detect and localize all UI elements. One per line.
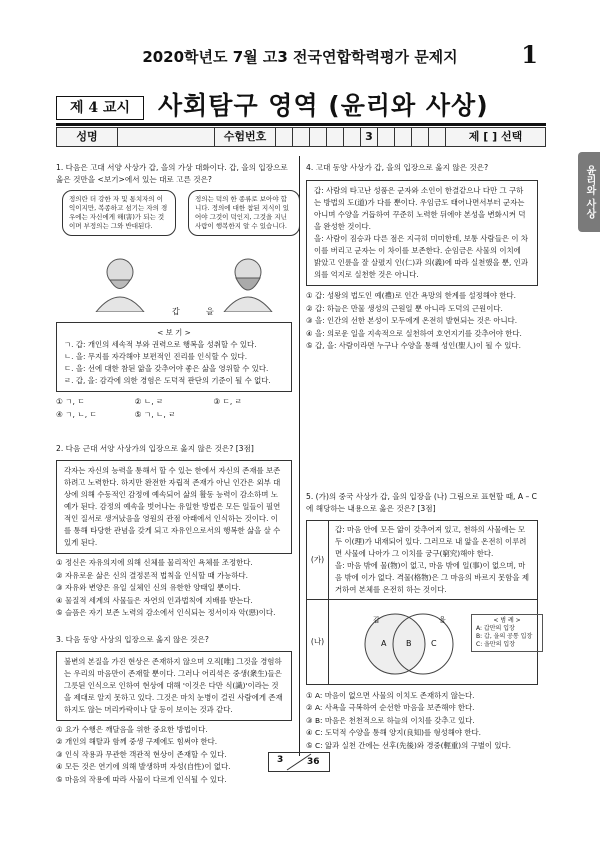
- page-number: 1: [521, 40, 538, 69]
- q3-options: [56, 724, 292, 787]
- q2-options: [56, 557, 292, 620]
- q4-passage: [306, 180, 538, 286]
- q2-option[interactable]: ⑤ 슬픔은 자기 보존 노력의 감소에서 인식되는 정서이자 악(惡)이다.: [56, 608, 276, 617]
- q3-option[interactable]: ⑤ 마음의 작용에 따라 사물이 다르게 인식될 수 있다.: [56, 774, 227, 784]
- speech-bubble-a: 정의란 더 강한 자 및 통치자의 이익이지만, 복종하고 섬기는 자의 경우에는 자신에게 해(害)가 되는 것이며 부정의는 그와 반대된다.: [62, 190, 176, 236]
- side-tab: 윤리와 사상: [578, 152, 600, 232]
- q3-option[interactable]: ① 요가 수행은 깨달음을 위한 중요한 방법이다.: [56, 724, 208, 734]
- na-label: (나): [307, 600, 329, 684]
- q1-option[interactable]: ③ ㄷ, ㄹ: [213, 397, 243, 406]
- left-column: [56, 162, 292, 786]
- q1-option[interactable]: ① ㄱ, ㄷ: [56, 397, 85, 406]
- total-pages: 36: [307, 757, 320, 767]
- q4-option[interactable]: ④ 을: 의로운 일을 지속적으로 실천하여 호연지기를 갖추어야 한다.: [306, 328, 522, 338]
- q2-option[interactable]: ④ 물질적 세계의 사물들은 자연의 인과법칙에 지배를 받는다.: [56, 595, 253, 605]
- exam-no-value: 3: [361, 128, 378, 146]
- q3-option[interactable]: ② 개인의 해탈과 함께 중생 구제에도 힘써야 한다.: [56, 737, 218, 746]
- q4-options: [306, 290, 538, 353]
- ga-label: (가): [307, 521, 329, 600]
- legend-item: A: 갑만의 입장: [476, 624, 515, 632]
- na-content: [329, 600, 537, 684]
- exam-no-label: 수험번호: [215, 128, 276, 146]
- header-rule: [56, 123, 546, 126]
- philosopher-b-icon: [218, 252, 278, 312]
- q5-option[interactable]: ② A: 사욕을 극복하여 순선한 마음을 보존해야 한다.: [306, 703, 475, 712]
- info-bar: [56, 127, 546, 147]
- q3-option[interactable]: ④ 모든 것은 연기에 의해 발생하며 자성(自性)이 없다.: [56, 762, 231, 771]
- venn-a: A: [381, 638, 387, 648]
- q5-options: [306, 690, 538, 753]
- name-label: 성명: [57, 128, 118, 146]
- right-column: [306, 162, 538, 752]
- q1-bogi-box: [56, 322, 292, 392]
- current-page: 3: [277, 755, 284, 765]
- bogi-item: ㄱ. 갑: 개인의 세속적 부와 권력으로 행복을 성취할 수 있다.: [64, 340, 257, 349]
- session-label: 제 4 교시: [56, 96, 144, 120]
- q1-options: [56, 395, 292, 421]
- choice-label: 제 [ ] 선택: [468, 130, 523, 143]
- person-b-label: 을: [206, 307, 214, 316]
- q2-stem: 2. 다음 근대 서양 사상가의 입장으로 옳지 않은 것은? [3점]: [56, 444, 254, 453]
- q5-option[interactable]: ⑤ C: 앎과 실천 간에는 선후(先後)와 경중(輕重)의 구별이 있다.: [306, 740, 512, 750]
- venn-c: C: [431, 638, 437, 648]
- column-divider: [299, 156, 300, 756]
- philosopher-a-icon: [90, 252, 150, 312]
- name-field: [118, 128, 215, 146]
- q2-option[interactable]: ① 정신은 자유의지에 의해 신체를 물리적인 욕체를 조정한다.: [56, 558, 253, 567]
- q3-option[interactable]: ③ 인식 작용과 무관한 객관적 현상이 존재할 수 있다.: [56, 749, 227, 759]
- q4-passage-a: 갑: 사람의 타고난 성품은 군자와 소인이 한결같으나 다만 그 구하는 방법의 도(道)가 다를 뿐이다. 우임금도 태어나면서부터 군자는 아니며 수양을 거듭하여 꾸준히 노력한 뒤에야 본성을 변화시켜 덕을 완성한 것이다.: [314, 186, 526, 231]
- speech-bubble-b: 정의는 덕의 한 종류로 보아야 합니다. 정의에 대한 참된 지식이 있어야 그것이 덕인지, 그것을 지닌 사람이 행복한지 알 수 있습니다.: [188, 190, 300, 236]
- q4-option[interactable]: ① 갑: 성왕의 법도인 예(禮)로 인간 욕망의 한계를 설정해야 한다.: [306, 291, 516, 300]
- q3-stem: 3. 다음 동양 사상의 입장으로 옳지 않은 것은?: [56, 634, 209, 644]
- subject-title: 사회탐구 영역 (윤리와 사상): [158, 91, 489, 120]
- legend-box: [471, 614, 543, 652]
- q4-option[interactable]: ③ 을: 인간의 선한 본성이 모두에게 온전히 발현되는 것은 아니다.: [306, 316, 518, 325]
- q5-table: [306, 520, 538, 685]
- bogi-item: ㄹ. 갑, 을: 감각에 의한 경험은 도덕적 판단의 기준이 될 수 없다.: [64, 376, 271, 385]
- q4-option[interactable]: ② 갑: 하늘은 만물 생성의 근원일 뿐 아니라 도덕의 근원이다.: [306, 303, 503, 313]
- q5-option[interactable]: ④ C: 도덕적 수양을 통해 양지(良知)를 형성해야 한다.: [306, 728, 481, 737]
- q2-option[interactable]: ② 자유로운 삶은 신의 결정론적 법칙을 인식할 때 가능하다.: [56, 570, 248, 580]
- q1-option[interactable]: ② ㄴ, ㄹ: [134, 397, 164, 406]
- legend-item: C: 을만의 입장: [476, 640, 516, 648]
- q1-figure: [56, 190, 292, 320]
- ga-text-b: 을: 마음 밖에 물(物)이 없고, 마음 밖에 일(事)이 없으며, 마음 밖에 이가 없다. 격물(格物)은 그 마음의 바르지 못함을 제거하여 본체를 온전히 하는 것이다.: [335, 560, 529, 594]
- person-a-label: 갑: [172, 307, 180, 316]
- venn-b: B: [406, 638, 412, 648]
- bogi-title: < 보 기 >: [157, 328, 191, 337]
- q4-option[interactable]: ⑤ 갑, 을: 사람이라면 누구나 수양을 통해 성인(聖人)이 될 수 있다.: [306, 341, 521, 350]
- venn-right-label: 을: [439, 615, 446, 624]
- page-indicator: [268, 752, 330, 772]
- bogi-item: ㄷ. 을: 선에 대한 참된 앎을 갖추어야 좋은 삶을 영위할 수 있다.: [64, 364, 269, 373]
- q2-passage: 각자는 자신의 능력을 통해서 할 수 있는 한에서 자신의 존재를 보존하려고 노력한다. 하지만 완전한 자립적 존재가 아닌 인간은 외부 대상에 의해 수동적인 감정에 예속되어 삶의 활동 능력이 감소하며 노예가 된다. 감정의 예속을 벗어나는 유일한 방법은 모든 일들이 필연적인 질서로 생겨났음을 영원의 관점 아래에서 인식하는 것이다. 이를 통해 타당한 관념을 갖게 되고 자유인으로서의 행복한 삶을 살 수 있게 된다.: [56, 460, 292, 554]
- q1-stem: 1. 다음은 고대 서양 사상가 갑, 을의 가상 대화이다. 갑, 을의 입장으로 옳은 것만을 <보기>에서 있는 대로 고른 것은?: [56, 163, 288, 184]
- legend-title: < 범 례 >: [493, 616, 521, 624]
- q1-option[interactable]: ⑤ ㄱ, ㄴ, ㄹ: [134, 410, 176, 419]
- q5-option[interactable]: ③ B: 마음은 천천적으로 하늘의 이치를 갖추고 있다.: [306, 715, 475, 725]
- exam-title: 2020학년도 7월 고3 전국연합학력평가 문제지: [142, 48, 458, 66]
- q4-passage-b: 을: 사람이 짐승과 다른 점은 지극히 미미한데, 보통 사람들은 이 차이를 버리고 군자는 이 차이를 보존한다. 순임금은 사물의 이치에 밝았고 인륜을 잘 살폈지 인(仁)과 의(義)에 따라 실천했을 뿐, 인과 의를 억지로 실천한 것은 아니다.: [314, 234, 529, 279]
- q5-stem: 5. (가)의 중국 사상가 갑, 을의 입장을 (나) 그림으로 표현할 때, A – C에 해당하는 내용으로 옳은 것은? [3점]: [306, 491, 537, 513]
- q5-option[interactable]: ① A: 마음이 없으면 사물의 이치도 존재하지 않는다.: [306, 690, 475, 700]
- q2-option[interactable]: ③ 자유와 변양은 유일 실체인 신의 유한한 양태일 뿐이다.: [56, 583, 241, 592]
- venn-left-label: 갑: [373, 615, 380, 624]
- q4-stem: 4. 고대 동양 사상가 갑, 을의 입장으로 옳지 않은 것은?: [306, 163, 489, 172]
- ga-text-a: 갑: 마음 안에 모든 앎이 갖추어져 있고, 천하의 사물에는 모두 이(理)가 내재되어 있다. 그러므로 내 앎을 온전히 이루려면 사물에 나아가 그 이치를 궁구(窮究)해야 한다.: [335, 524, 527, 558]
- bogi-item: ㄴ. 을: 무지를 자각해야 보편적인 진리를 인식할 수 있다.: [64, 352, 248, 361]
- legend-item: B: 갑, 을의 공통 입장: [476, 632, 533, 640]
- ga-content: [329, 521, 537, 600]
- q1-option[interactable]: ④ ㄱ, ㄴ, ㄷ: [56, 410, 97, 419]
- q3-passage: 불변의 본질을 가진 현상은 존재하지 않으며 오직[唯] 그것을 경험하는 우리의 마음만이 존재할 뿐이다. 그러나 어리석은 중생(衆生)들은 그릇된 인식으로 인하여 현상에 대해 '이것은 다만 식(識)'이라는 것을 제대로 알지 못하고 있다. 그것은 마치 눈병이 걸린 사람에게 존재하지도 않는 머리카락이나 달 등이 보이는 것과 같다.: [56, 651, 292, 721]
